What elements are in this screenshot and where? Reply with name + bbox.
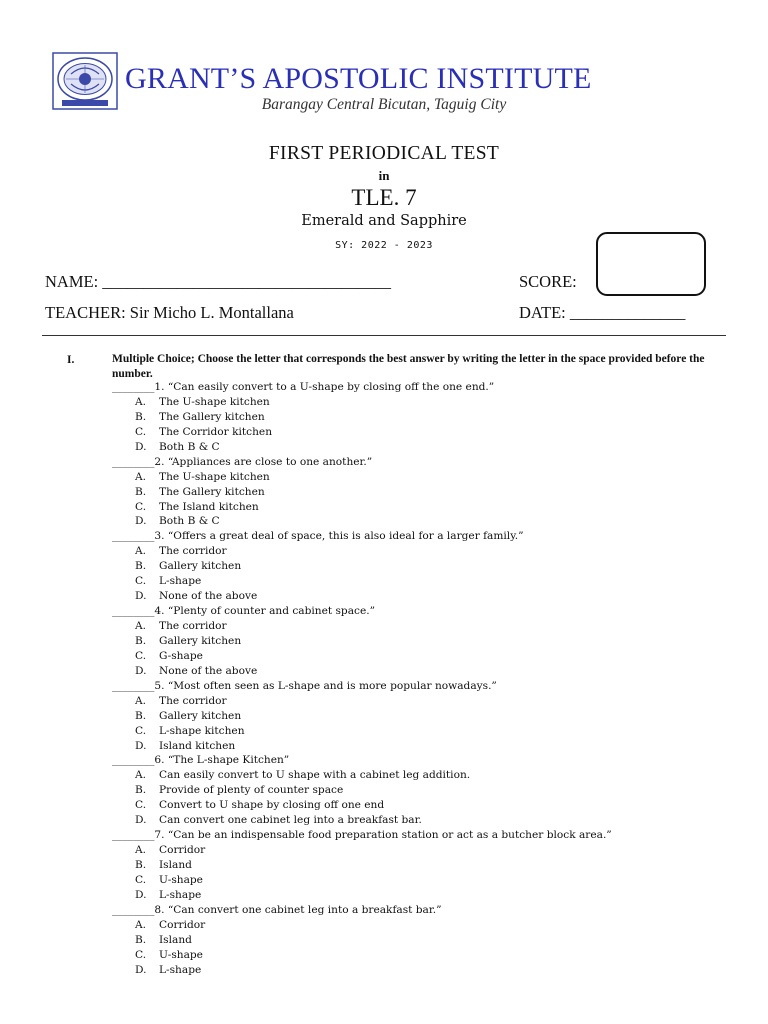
score-box[interactable]: [596, 232, 706, 296]
option-letter: B.: [135, 933, 147, 946]
question-option: [112, 858, 752, 873]
option-text: L-shape: [159, 888, 202, 901]
question-stem[interactable]: ________3. “Offers a great deal of space, this is also ideal for a larger family.”: [112, 530, 524, 543]
option-letter: C.: [135, 948, 147, 961]
option-text: U-shape: [159, 948, 203, 961]
name-field[interactable]: NAME: ___________________________________: [45, 272, 392, 291]
option-text: The Gallery kitchen: [159, 410, 265, 423]
school-name: GRANT’S APOSTOLIC INSTITUTE: [125, 62, 592, 95]
option-letter: C.: [135, 649, 147, 662]
option-letter: A.: [135, 545, 147, 558]
option-text: Island: [159, 859, 192, 871]
question-option: [112, 395, 752, 410]
option-letter: D.: [135, 664, 147, 677]
question-option: [112, 425, 752, 440]
question-stem[interactable]: ________7. “Can be an indispensable food preparation station or act as a butcher block area.”: [112, 829, 612, 842]
option-text: Can easily convert to U shape with a cabinet leg addition.: [159, 769, 471, 782]
question-stem[interactable]: ________5. “Most often seen as L-shape and is more popular nowadays.”: [112, 679, 497, 692]
option-text: L-shape: [159, 963, 202, 976]
question-option: [112, 963, 752, 978]
school-year: SY: 2022 - 2023: [335, 240, 433, 251]
option-text: Convert to U shape by closing off one end: [159, 799, 385, 812]
option-text: Can convert one cabinet leg into a breakfast bar.: [159, 814, 422, 827]
question-stem[interactable]: ________6. “The L-shape Kitchen”: [112, 754, 290, 767]
option-text: The corridor: [159, 545, 227, 558]
option-text: L-shape: [159, 575, 202, 588]
option-text: G-shape: [159, 649, 203, 662]
question-option: [112, 589, 752, 604]
question-item: [112, 455, 752, 530]
question-option: [112, 888, 752, 903]
question-option: [112, 724, 752, 739]
question-option: [112, 948, 752, 963]
divider-line: [42, 335, 726, 336]
option-letter: D.: [135, 440, 147, 453]
question-item: [112, 903, 752, 978]
option-text: The corridor: [159, 620, 227, 632]
question-item: [112, 380, 752, 455]
option-text: Island: [159, 933, 192, 946]
question-option: [112, 664, 752, 679]
question-option: [112, 470, 752, 485]
option-text: The U-shape kitchen: [159, 395, 270, 408]
option-text: Corridor: [159, 844, 206, 857]
option-text: Island kitchen: [159, 739, 236, 752]
option-text: Both B & C: [159, 440, 220, 453]
option-letter: B.: [135, 709, 147, 722]
option-text: The corridor: [159, 694, 227, 707]
question-item: [112, 828, 752, 903]
question-option: [112, 634, 752, 649]
teacher-label: TEACHER: Sir Micho L. Montallana: [45, 303, 294, 322]
option-letter: C.: [135, 425, 147, 438]
date-field[interactable]: DATE: ______________: [519, 303, 686, 322]
question-option: [112, 873, 752, 888]
option-letter: B.: [135, 784, 147, 797]
option-text: Gallery kitchen: [159, 560, 242, 573]
question-option: [112, 918, 752, 933]
subject-title: TLE. 7: [351, 185, 417, 210]
question-option: [112, 694, 752, 709]
question-option: [112, 649, 752, 664]
option-letter: A.: [135, 470, 147, 483]
option-letter: B.: [135, 410, 147, 423]
question-item: [112, 753, 752, 828]
in-label: in: [378, 168, 390, 183]
option-letter: D.: [135, 739, 147, 752]
option-letter: C.: [135, 724, 147, 737]
question-option: [112, 559, 752, 574]
option-letter: A.: [135, 844, 147, 857]
option-letter: D.: [135, 515, 147, 528]
question-option: [112, 410, 752, 425]
option-letter: A.: [135, 918, 147, 931]
question-option: [112, 768, 752, 783]
option-text: U-shape: [159, 873, 203, 886]
option-letter: B.: [135, 560, 147, 573]
question-option: [112, 619, 752, 634]
question-option: [112, 783, 752, 798]
option-text: The Corridor kitchen: [159, 425, 273, 438]
option-letter: A.: [135, 395, 147, 408]
question-option: [112, 813, 752, 828]
option-letter: C.: [135, 500, 147, 513]
question-list: [112, 380, 752, 978]
question-stem[interactable]: ________2. “Appliances are close to one another.”: [112, 455, 373, 468]
option-text: Corridor: [159, 918, 206, 931]
question-option: [112, 739, 752, 754]
option-text: L-shape kitchen: [159, 724, 245, 737]
option-letter: A.: [135, 769, 147, 782]
question-option: [112, 500, 752, 515]
option-text: Gallery kitchen: [159, 709, 242, 722]
option-letter: C.: [135, 575, 147, 588]
question-item: [112, 679, 752, 754]
option-text: Both B & C: [159, 515, 220, 528]
option-letter: D.: [135, 888, 147, 901]
question-item: [112, 604, 752, 679]
question-option: [112, 933, 752, 948]
school-address: Barangay Central Bicutan, Taguig City: [261, 96, 507, 113]
question-option: [112, 709, 752, 724]
score-label: SCORE:: [519, 272, 577, 291]
question-item: [112, 529, 752, 604]
question-option: [112, 544, 752, 559]
question-stem[interactable]: ________8. “Can convert one cabinet leg into a breakfast bar.”: [112, 903, 442, 916]
section-instruction: Multiple Choice; Choose the letter that corresponds the best answer by writing the letter in the space provided before the number.: [112, 353, 705, 380]
option-text: None of the above: [159, 664, 258, 677]
option-text: The Gallery kitchen: [159, 485, 265, 498]
option-text: None of the above: [159, 590, 258, 603]
option-letter: B.: [135, 859, 147, 871]
option-letter: B.: [135, 485, 147, 498]
option-text: The Island kitchen: [159, 500, 259, 513]
question-stem[interactable]: ________1. “Can easily convert to a U-shape by closing off the one end.”: [112, 381, 495, 393]
question-option: [112, 843, 752, 858]
question-stem[interactable]: ________4. “Plenty of counter and cabinet space.”: [112, 605, 376, 618]
question-option: [112, 485, 752, 500]
test-title: FIRST PERIODICAL TEST: [268, 143, 500, 164]
option-text: The U-shape kitchen: [159, 470, 270, 483]
option-letter: D.: [135, 963, 147, 976]
option-text: Provide of plenty of counter space: [159, 784, 344, 797]
option-letter: D.: [135, 590, 147, 603]
question-option: [112, 514, 752, 529]
option-letter: A.: [135, 620, 147, 632]
question-option: [112, 440, 752, 455]
option-letter: C.: [135, 873, 147, 886]
section-number: I.: [67, 354, 75, 366]
option-letter: D.: [135, 814, 147, 827]
sections-label: Emerald and Sapphire: [301, 213, 467, 229]
option-letter: B.: [135, 634, 147, 647]
option-letter: C.: [135, 799, 147, 812]
option-text: Gallery kitchen: [159, 634, 242, 647]
question-option: [112, 798, 752, 813]
option-letter: A.: [135, 694, 147, 707]
question-option: [112, 574, 752, 589]
